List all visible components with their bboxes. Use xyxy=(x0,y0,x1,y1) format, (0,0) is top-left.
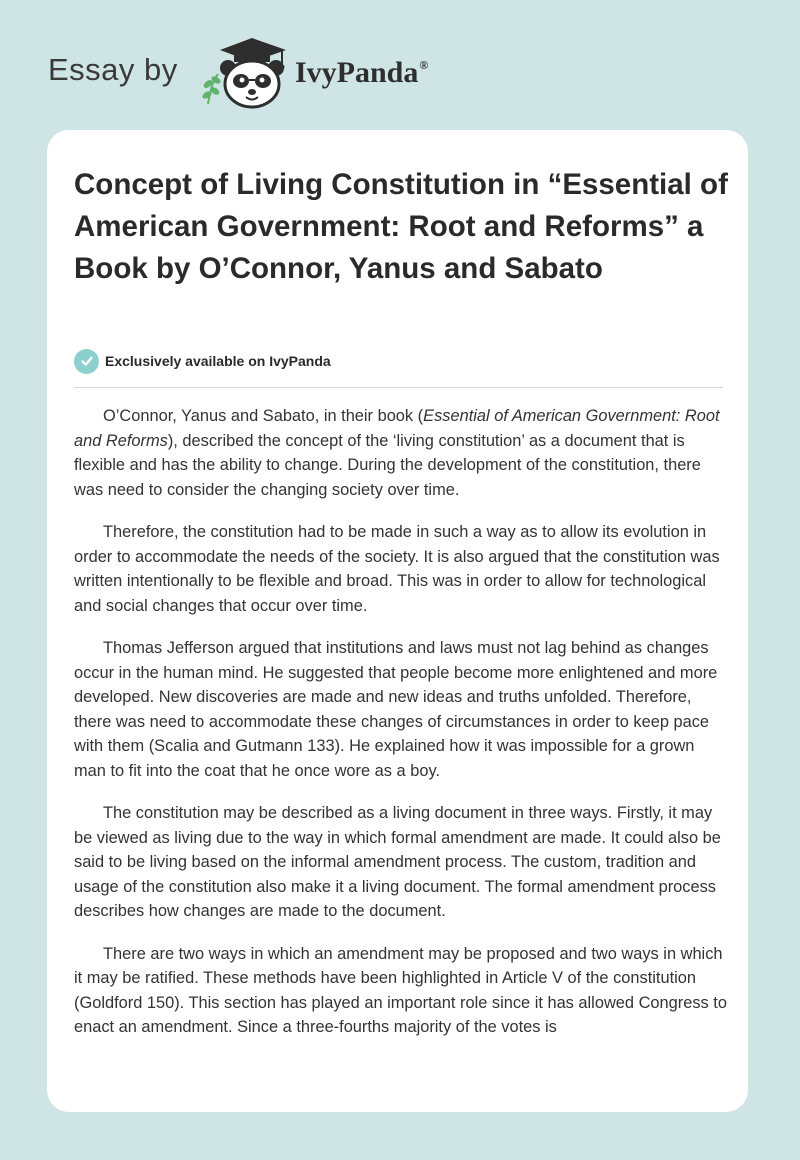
essay-card xyxy=(47,130,748,1112)
check-badge-icon xyxy=(74,349,99,374)
paragraph-3: Thomas Jefferson argued that institutions and laws must not lag behind as changes occur in the human mind. He suggested that people become more enlightened and more developed. New discoveries are made and new ideas and truths unfolded. Therefore, there was need to accommodate these changes of circumstances in order to keep pace with them (Scalia and Gutmann 133). He explained how it was impossible for a grown man to fit into the coat that he once wore as a boy. xyxy=(74,639,718,780)
essay-title: Concept of Living Constitution in “Essential of American Government: Root and Reforms” a Book by O’Connor, Yanus and Sabato xyxy=(74,168,728,285)
brand-name[interactable] xyxy=(295,56,428,90)
paragraph-5: There are two ways in which an amendment may be proposed and two ways in which it may be ratified. These methods have been highlighted in Article V of the constitution (Goldford 150). This section has played an important role since it has allowed Congress to enact an amendment. Since a three-fourths majority of the votes is xyxy=(74,944,727,1036)
registered-mark: ® xyxy=(419,58,429,72)
site-header xyxy=(48,30,548,110)
paragraph-1 xyxy=(74,404,729,502)
exclusive-label: Exclusively available on IvyPanda xyxy=(105,353,331,369)
divider xyxy=(74,387,723,388)
paragraph-2: Therefore, the constitution had to be made in such a way as to allow its evolution in order to accommodate the needs of the society. It is also argued that the constitution was written intentionally to be flexible and broad. This was in order to allow for technological and social changes that occur over time. xyxy=(74,523,720,615)
brand-name-text: IvyPanda xyxy=(295,56,419,89)
exclusive-notice xyxy=(74,347,331,375)
essay-body xyxy=(74,404,729,1058)
paragraph-1-end: ), described the concept of the ‘living constitution’ as a document that is flexible and has the ability to change. During the development of the constitution, there was need to consider the changing society over time. xyxy=(74,431,701,499)
book-title: Essential of American Government: Root and Reforms xyxy=(74,407,720,450)
essay-by-label: Essay by xyxy=(48,52,178,87)
paragraph-1-start: O’Connor, Yanus and Sabato, in their book ( xyxy=(103,407,424,425)
paragraph-4: The constitution may be described as a living document in three ways. Firstly, it may be viewed as living due to the way in which formal amendment are made. It could also be said to be living based on the informal amendment process. The custom, tradition and usage of the constitution also make it a living document. The formal amendment process describes how changes are made to the document. xyxy=(74,804,721,920)
panda-graduate-logo-icon[interactable] xyxy=(200,34,290,110)
